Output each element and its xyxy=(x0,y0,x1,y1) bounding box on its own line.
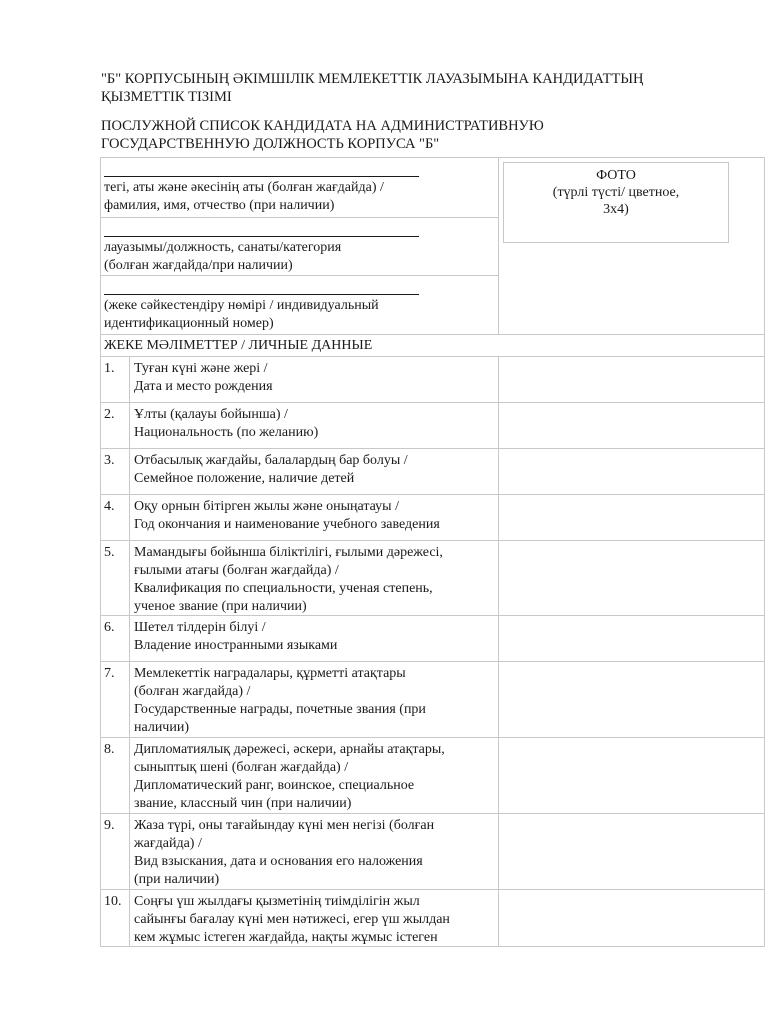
row-number: 4. xyxy=(104,499,115,514)
row-label: (при наличии) xyxy=(134,872,220,887)
row-value-cell[interactable] xyxy=(499,616,764,661)
row-number: 8. xyxy=(104,742,115,757)
field-caption: лауазымы/должность, санаты/категория xyxy=(104,240,342,255)
photo-caption: (түрлі түсті/ цветное, xyxy=(552,185,680,200)
row-label: Туған күні және жері / xyxy=(134,361,268,376)
field-caption: фамилия, имя, отчество (при наличии) xyxy=(104,198,335,213)
row-number: 2. xyxy=(104,407,115,422)
table-border xyxy=(129,356,130,947)
row-label: Шетел тілдерін білуі / xyxy=(134,620,266,635)
field-caption: (жеке сәйкестендіру нөмірі / индивидуальный xyxy=(104,298,379,313)
row-label: сайынғы бағалау күні мен нәтижесі, егер үш жылдан xyxy=(134,912,450,927)
row-value-cell[interactable] xyxy=(499,814,764,889)
row-label: Ұлты (қалауы бойынша) / xyxy=(134,407,288,422)
row-label: (болған жағдайда) / xyxy=(134,684,251,699)
section-title: ЖЕКЕ МӘЛІМЕТТЕР / ЛИЧНЫЕ ДАННЫЕ xyxy=(104,338,373,353)
row-label: Мемлекеттік наградалары, құрметті атақтары xyxy=(134,666,406,681)
row-value-cell[interactable] xyxy=(499,541,764,615)
field-caption: тегі, аты және әкесінің аты (болған жағдайда) / xyxy=(104,180,384,195)
signature-line xyxy=(104,236,419,237)
table-border xyxy=(498,356,499,947)
row-number: 5. xyxy=(104,545,115,560)
row-label: жағдайда) / xyxy=(134,836,202,851)
row-label: Квалификация по специальности, ученая степень, xyxy=(134,581,433,596)
table-border xyxy=(100,157,765,158)
row-label: Национальность (по желанию) xyxy=(134,425,319,440)
table-border xyxy=(100,275,499,276)
row-value-cell[interactable] xyxy=(499,495,764,540)
row-label: кем жұмыс істеген жағдайда, нақты жұмыс істеген xyxy=(134,930,438,945)
row-value-cell[interactable] xyxy=(499,403,764,448)
row-number: 10. xyxy=(104,894,122,909)
row-label: Дипломатиялық дәрежесі, әскери, арнайы атақтары, xyxy=(134,742,445,757)
row-value-cell[interactable] xyxy=(499,449,764,494)
row-label: Жаза түрі, оны тағайындау күні мен негізі (болған xyxy=(134,818,435,833)
row-label: Семейное положение, наличие детей xyxy=(134,471,355,486)
table-border xyxy=(100,334,765,335)
table-border xyxy=(100,157,101,947)
row-label: Дата и место рождения xyxy=(134,379,273,394)
row-number: 7. xyxy=(104,666,115,681)
row-label: Оқу орнын бітірген жылы және оныңатауы / xyxy=(134,499,399,514)
photo-caption: ФОТО xyxy=(596,168,636,183)
row-value-cell[interactable] xyxy=(499,890,764,946)
form-title-kazakh xyxy=(101,70,741,106)
row-label: Мамандығы бойынша біліктілігі, ғылыми дәрежесі, xyxy=(134,545,443,560)
table-border xyxy=(100,946,765,947)
row-label: ученое звание (при наличии) xyxy=(134,599,307,614)
row-number: 1. xyxy=(104,361,115,376)
row-label: Вид взыскания, дата и основания его наложения xyxy=(134,854,423,869)
row-label: Государственные награды, почетные звания (при xyxy=(134,702,426,717)
field-caption: (болған жағдайда/при наличии) xyxy=(104,258,293,273)
title-line: ПОСЛУЖНОЙ СПИСОК КАНДИДАТА НА АДМИНИСТРАТИВНУЮ xyxy=(101,118,544,134)
row-label: Отбасылық жағдайы, балалардың бар болуы / xyxy=(134,453,408,468)
photo-caption: 3х4) xyxy=(603,202,629,217)
row-label: наличии) xyxy=(134,720,189,735)
title-line: ҚЫЗМЕТТІК ТІЗІМІ xyxy=(101,89,232,105)
row-label: Дипломатический ранг, воинское, специальное xyxy=(134,778,415,793)
table-border xyxy=(100,217,499,218)
row-label: Соңғы үш жылдағы қызметінің тиімділігін жыл xyxy=(134,894,420,909)
row-label: Год окончания и наименование учебного заведения xyxy=(134,517,440,532)
form-title-russian xyxy=(101,117,741,153)
photo-placeholder xyxy=(503,162,729,243)
row-value-cell[interactable] xyxy=(499,738,764,813)
row-label: сыныптық шені (болған жағдайда) / xyxy=(134,760,349,775)
row-number: 6. xyxy=(104,620,115,635)
table-border xyxy=(764,157,765,947)
row-number: 3. xyxy=(104,453,115,468)
row-value-cell[interactable] xyxy=(499,662,764,737)
row-number: 9. xyxy=(104,818,115,833)
table-border xyxy=(498,157,499,335)
title-line: ГОСУДАРСТВЕННУЮ ДОЛЖНОСТЬ КОРПУСА "Б" xyxy=(101,136,440,152)
row-label: Владение иностранными языками xyxy=(134,638,338,653)
row-value-cell[interactable] xyxy=(499,357,764,402)
row-label: звание, классный чин (при наличии) xyxy=(134,796,352,811)
row-label: ғылыми атағы (болған жағдайда) / xyxy=(134,563,339,578)
field-caption: идентификационный номер) xyxy=(104,316,274,331)
signature-line xyxy=(104,176,419,177)
title-line: "Б" КОРПУСЫНЫҢ ӘКІМШІЛІК МЕМЛЕКЕТТІК ЛАУАЗЫМЫНА КАНДИДАТТЫҢ xyxy=(101,71,644,87)
signature-line xyxy=(104,294,419,295)
